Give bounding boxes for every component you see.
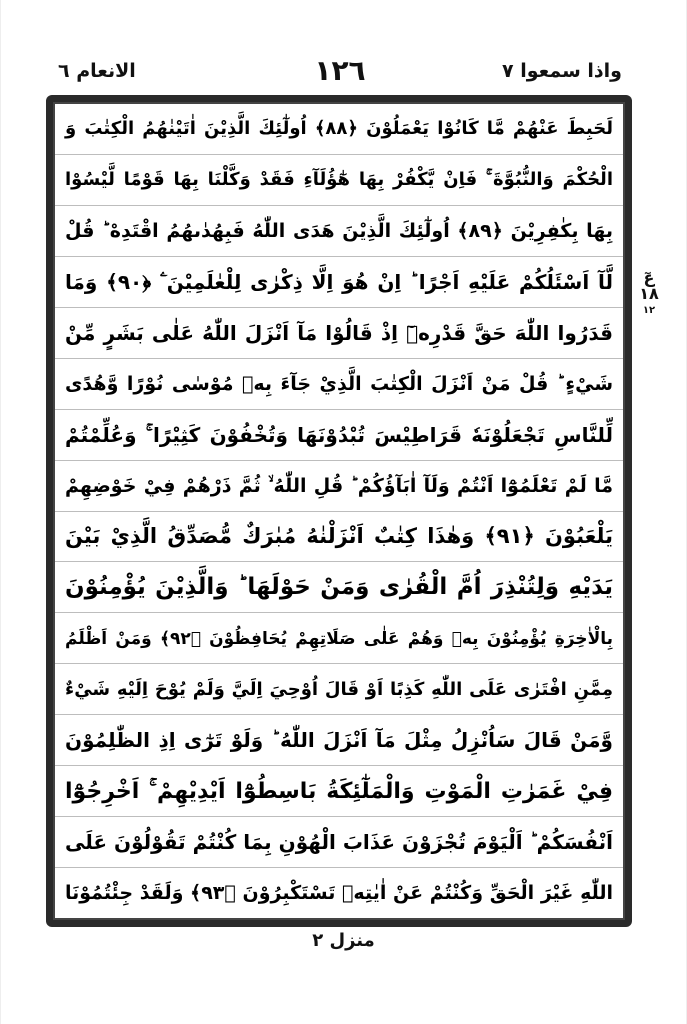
line-text: فِيْ غَمَرٰتِ الْمَوْتِ وَالْمَلٰٓئِكَةُ بَاسِطُوْٓا اَيْدِيْهِمْ ۚ اَخْرِجُوْٓا	[65, 778, 613, 804]
text-line	[55, 104, 623, 155]
para-name: واذا سمعوا ٧	[502, 60, 622, 82]
line-text: بِالْاٰخِرَةِ يُؤْمِنُوْنَ بِهٖ وَهُمْ عَلٰى صَلَاتِهِمْ يُحَافِظُوْنَ ﴿٩٢﴾ وَمَنْ اَظْلَمُ	[65, 628, 613, 649]
text-line	[55, 155, 623, 206]
text-line	[55, 562, 623, 613]
line-text: اَنْفُسَكُمْ ؕ اَلْيَوْمَ تُجْزَوْنَ عَذَابَ الْهُوْنِ بِمَا كُنْتُمْ تَقُوْلُوْنَ عَلَى	[65, 830, 613, 855]
line-text: لِّلنَّاسِ تَجْعَلُوْنَهٗ قَرَاطِيْسَ تُبْدُوْنَهَا وَتُخْفُوْنَ كَثِيْرًا ۚ وَعُلِّمْتُمْ	[65, 422, 613, 447]
left-edge-rule	[0, 0, 1, 1024]
surah-name: الانعام ٦	[58, 60, 136, 82]
line-text: وَّمَنْ قَالَ سَاُنْزِلُ مِثْلَ مَآ اَنْزَلَ اللّٰهُ ؕ وَلَوْ تَرٰٓى اِذِ الظّٰلِمُوْنَ	[65, 728, 613, 753]
line-text: بِهَا بِكٰفِرِيْنَ ﴿٨٩﴾ اُولٰٓئِكَ الَّذِيْنَ هَدَى اللّٰهُ فَبِهُدٰىهُمُ اقْتَدِهْ ؕ قُلْ	[65, 219, 613, 242]
line-text: قَدَرُوا اللّٰهَ حَقَّ قَدْرِهٖٓ اِذْ قَالُوْا مَآ اَنْزَلَ اللّٰهُ عَلٰى بَشَرٍ مِّنْ	[65, 320, 613, 345]
page-header	[50, 56, 630, 90]
text-line	[55, 512, 623, 563]
text-line	[55, 206, 623, 257]
ruku-margin-mark	[636, 270, 662, 316]
line-text: لَحَبِطَ عَنْهُمْ مَّا كَانُوْا يَعْمَلُوْنَ ﴿٨٨﴾ اُولٰٓئِكَ الَّذِيْنَ اٰتَيْنٰهُمُ الْكِتٰبَ وَ	[65, 118, 613, 140]
ruku-mark-main: عٓ ١٨	[639, 268, 659, 303]
line-text: لَّآ اَسْئَلُكُمْ عَلَيْهِ اَجْرًا ؕ اِنْ هُوَ اِلَّا ذِكْرٰى لِلْعٰلَمِيْنَ ۧ ﴿٩٠﴾ وَمَا	[65, 269, 613, 294]
text-line	[55, 308, 623, 359]
text-line	[55, 766, 623, 817]
text-line	[55, 664, 623, 715]
line-text: يَدَيْهِ وَلِتُنْذِرَ اُمَّ الْقُرٰى وَمَنْ حَوْلَهَا ؕ وَالَّذِيْنَ يُؤْمِنُوْنَ	[65, 574, 613, 601]
text-frame	[46, 95, 632, 927]
text-line	[55, 817, 623, 868]
text-line	[55, 715, 623, 766]
text-line	[55, 461, 623, 512]
text-line	[55, 613, 623, 664]
text-line	[55, 359, 623, 410]
manzil-footer: منزل ٢	[312, 930, 375, 951]
text-line	[55, 257, 623, 308]
line-text: مَّا لَمْ تَعْلَمُوْٓا اَنْتُمْ وَلَآ اٰبَآؤُكُمْ ؕ قُلِ اللّٰهُ ۙ ثُمَّ ذَرْهُمْ فِيْ خَوْضِهِمْ	[65, 474, 613, 497]
text-line	[55, 410, 623, 461]
verse-lines	[53, 102, 625, 920]
line-text: الْحُكْمَ وَالنُّبُوَّةَ ۚ فَاِنْ يَّكْفُرْ بِهَا هٰٓؤُلَآءِ فَقَدْ وَكَّلْنَا بِهَا قَوْمًا لَّيْسُوْا	[65, 169, 613, 191]
text-line	[55, 868, 623, 918]
line-text: اللّٰهِ غَيْرَ الْحَقِّ وَكُنْتُمْ عَنْ اٰيٰتِهٖ تَسْتَكْبِرُوْنَ ﴿٩٣﴾ وَلَقَدْ جِئْتُمُوْنَا	[65, 882, 613, 905]
line-text: مِمَّنِ افْتَرٰى عَلَى اللّٰهِ كَذِبًا اَوْ قَالَ اُوْحِيَ اِلَيَّ وَلَمْ يُوْحَ اِلَيْهِ شَيْءٌ	[65, 678, 613, 700]
line-text: شَيْءٍ ؕ قُلْ مَنْ اَنْزَلَ الْكِتٰبَ الَّذِيْ جَآءَ بِهٖ مُوْسٰى نُوْرًا وَّهُدًى	[65, 372, 613, 395]
ruku-mark-sub: ١٢	[642, 305, 656, 316]
line-text: يَلْعَبُوْنَ ﴿٩١﴾ وَهٰذَا كِتٰبٌ اَنْزَلْنٰهُ مُبٰرَكٌ مُّصَدِّقُ الَّذِيْ بَيْنَ	[65, 524, 613, 549]
page-number: ١٢٦	[314, 54, 366, 87]
